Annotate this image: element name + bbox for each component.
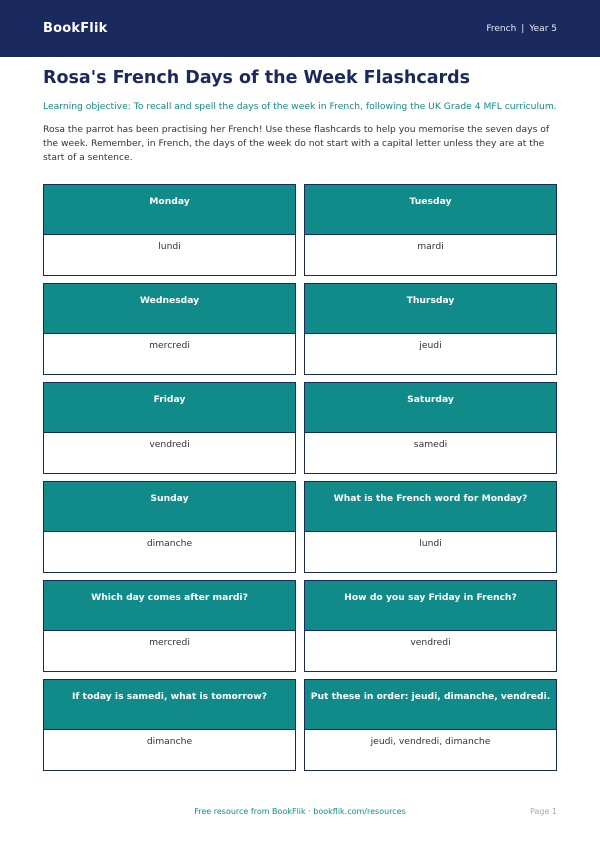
flashcard[interactable] xyxy=(304,382,557,474)
intro-paragraph: Rosa the parrot has been practising her French! Use these flashcards to help you memorise the seven days of the week. Remember, in French, the days of the week do not start with a capital letter unless they are at the start of a sentence. xyxy=(43,124,550,163)
flashcard-back: lundi xyxy=(305,531,556,572)
subject-label: French xyxy=(486,23,517,34)
flashcard-back: mercredi xyxy=(44,333,295,374)
flashcard-front: Which day comes after mardi? xyxy=(44,581,295,630)
flashcard[interactable] xyxy=(304,580,557,672)
flashcard-back: dimanche xyxy=(44,729,295,770)
flashcard[interactable] xyxy=(43,481,296,573)
flashcard-front: What is the French word for Monday? xyxy=(305,482,556,531)
flashcard-back: jeudi, vendredi, dimanche xyxy=(305,729,556,770)
flashcard-front: Saturday xyxy=(305,383,556,432)
flashcard-back: samedi xyxy=(305,432,556,473)
main-content xyxy=(0,68,600,165)
flashcard-grid xyxy=(43,184,557,771)
meta-separator: | xyxy=(521,23,525,34)
flashcard[interactable] xyxy=(43,283,296,375)
flashcard-front: Monday xyxy=(44,185,295,234)
flashcard-front: Tuesday xyxy=(305,185,556,234)
flashcard-back: vendredi xyxy=(44,432,295,473)
flashcard-front: How do you say Friday in French? xyxy=(305,581,556,630)
flashcard[interactable] xyxy=(304,679,557,771)
flashcard-back: lundi xyxy=(44,234,295,275)
flashcard-front: Friday xyxy=(44,383,295,432)
flashcard-back: jeudi xyxy=(305,333,556,374)
footer-link[interactable]: Free resource from BookFlik · bookflik.com/resources xyxy=(194,807,406,816)
flashcard[interactable] xyxy=(43,184,296,276)
level-label: Year 5 xyxy=(529,23,557,34)
flashcard[interactable] xyxy=(43,679,296,771)
page-header xyxy=(0,0,600,57)
flashcard-back: vendredi xyxy=(305,630,556,671)
flashcard[interactable] xyxy=(43,580,296,672)
brand-logo[interactable]: BookFlik xyxy=(43,21,108,36)
flashcard[interactable] xyxy=(304,481,557,573)
flashcard-front: If today is samedi, what is tomorrow? xyxy=(44,680,295,729)
learning-objective: Learning objective: To recall and spell the days of the week in French, following the UK Grade 4 MFL curriculum. xyxy=(43,101,557,112)
flashcard-front: Wednesday xyxy=(44,284,295,333)
flashcard[interactable] xyxy=(304,283,557,375)
page-title: Rosa's French Days of the Week Flashcards xyxy=(43,68,471,88)
header-meta xyxy=(486,24,557,34)
flashcard-back: mercredi xyxy=(44,630,295,671)
flashcard-front: Thursday xyxy=(305,284,556,333)
flashcard-front: Put these in order: jeudi, dimanche, vendredi. xyxy=(305,680,556,729)
flashcard-front: Sunday xyxy=(44,482,295,531)
flashcard-back: dimanche xyxy=(44,531,295,572)
flashcard[interactable] xyxy=(304,184,557,276)
flashcard[interactable] xyxy=(43,382,296,474)
flashcard-back: mardi xyxy=(305,234,556,275)
page-number: Page 1 xyxy=(530,807,557,816)
page-footer xyxy=(0,807,600,821)
